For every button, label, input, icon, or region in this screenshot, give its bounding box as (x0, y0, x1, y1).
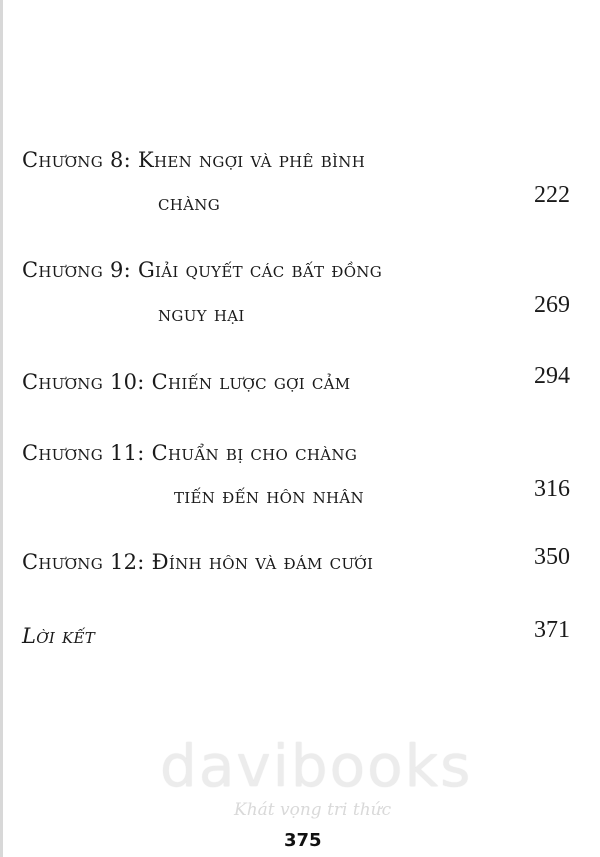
toc-entry-ch11-title-cont: tiến đến hôn nhân (174, 484, 364, 508)
toc-entry-ch8-title: Chương 8: Khen ngợi và phê bình (22, 148, 366, 172)
toc-entry-ch10-title: Chương 10: Chiến lược gợi cảm (22, 370, 351, 394)
watermark-tagline: Khát vọng tri thức (234, 800, 392, 820)
toc-entry-ch9-page: 269 (534, 292, 570, 318)
toc-entry-ch10-page: 294 (534, 363, 570, 389)
page-number: 375 (284, 830, 322, 851)
toc-entry-conclusion-page: 371 (534, 617, 570, 643)
toc-entry-ch12-page: 350 (534, 544, 570, 570)
toc-entry-ch12-title: Chương 12: Đính hôn và đám cưới (22, 550, 374, 574)
toc-entry-ch11-page: 316 (534, 476, 570, 502)
toc-entry-conclusion-title: Lời kết (22, 624, 96, 648)
toc-entry-ch9-title: Chương 9: Giải quyết các bất đồng (22, 258, 382, 282)
watermark-brand: davibooks (160, 732, 473, 800)
page-edge-shadow (0, 0, 3, 857)
toc-entry-ch11-title: Chương 11: Chuẩn bị cho chàng (22, 441, 358, 465)
toc-entry-ch8-page: 222 (534, 182, 570, 208)
toc-entry-ch9-title-cont: nguy hại (158, 302, 245, 326)
toc-entry-ch8-title-cont: chàng (158, 191, 220, 215)
